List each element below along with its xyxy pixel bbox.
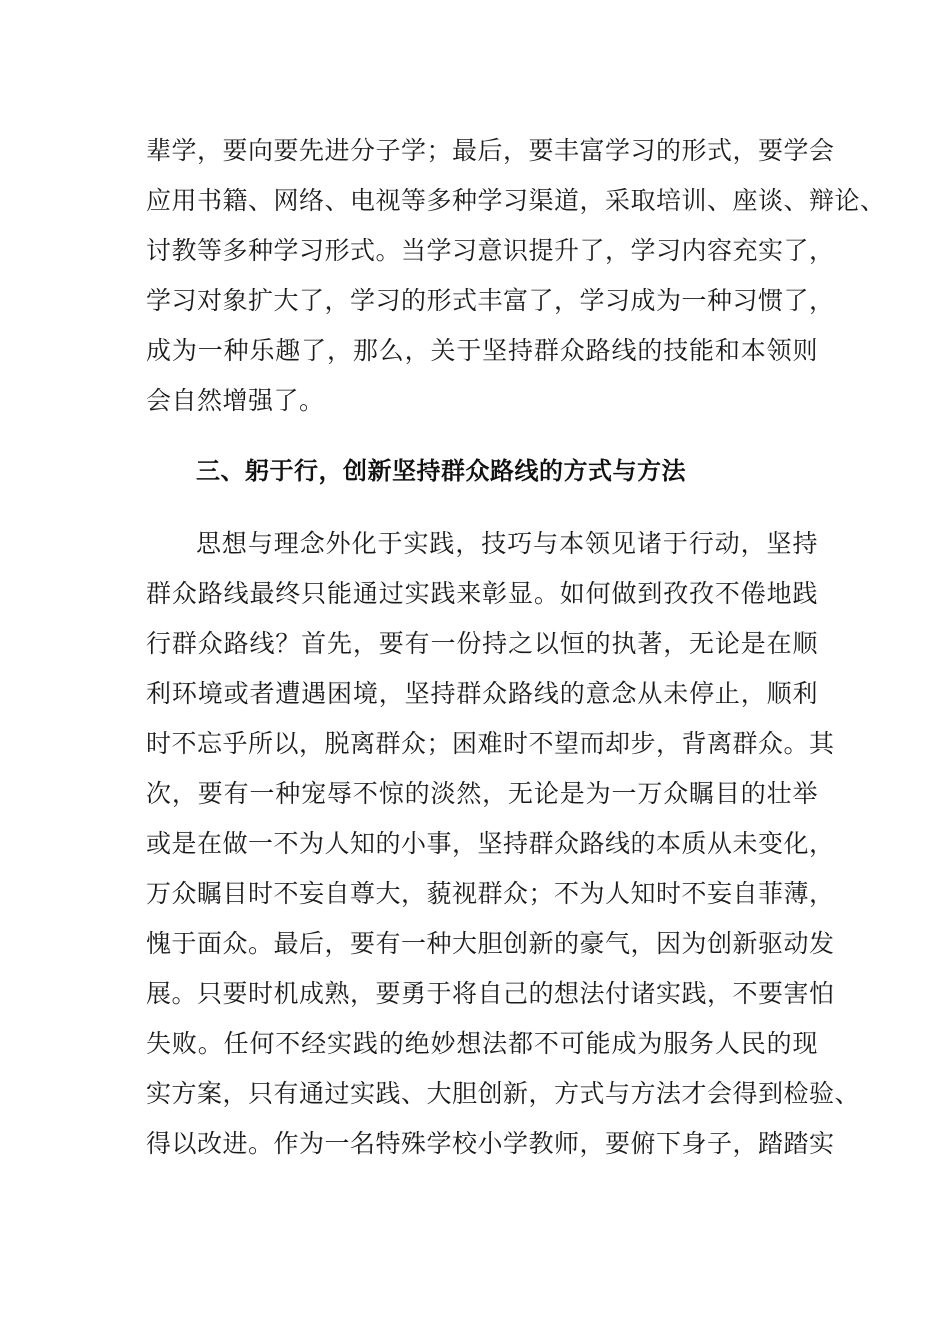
paragraph-2-line-13: 得以改进。作为一名特殊学校小学教师，要俯下身子，踏踏实 xyxy=(146,1129,835,1158)
paragraph-2-line-2: 群众路线最终只能通过实践来彰显。如何做到孜孜不倦地践 xyxy=(146,579,818,608)
paragraph-2-line-6: 次，要有一种宠辱不惊的淡然，无论是为一万众瞩目的壮举 xyxy=(146,779,818,808)
paragraph-1-line-2: 应用书籍、网络、电视等多种学习渠道，采取培训、座谈、辩论、 xyxy=(146,186,886,215)
paragraph-1-line-3: 讨教等多种学习形式。当学习意识提升了，学习内容充实了， xyxy=(146,236,835,265)
paragraph-2-line-12: 实方案，只有通过实践、大胆创新，方式与方法才会得到检验、 xyxy=(146,1079,861,1108)
paragraph-2-line-8: 万众瞩目时不妄自尊大，藐视群众；不为人知时不妄自菲薄， xyxy=(146,879,835,908)
paragraph-2-line-9: 愧于面众。最后，要有一种大胆创新的豪气，因为创新驱动发 xyxy=(146,929,835,958)
paragraph-2-line-7: 或是在做一不为人知的小事，坚持群众路线的本质从未变化， xyxy=(146,829,835,858)
paragraph-1-line-5: 成为一种乐趣了，那么，关于坚持群众路线的技能和本领则 xyxy=(146,336,818,365)
section-heading: 三、躬于行，创新坚持群众路线的方式与方法 xyxy=(196,457,686,485)
paragraph-2-line-1: 思想与理念外化于实践，技巧与本领见诸于行动，坚持 xyxy=(196,529,818,558)
paragraph-1-line-4: 学习对象扩大了，学习的形式丰富了，学习成为一种习惯了， xyxy=(146,286,835,315)
paragraph-1-line-6: 会自然增强了。 xyxy=(146,386,325,415)
paragraph-2-line-11: 失败。任何不经实践的绝妙想法都不可能成为服务人民的现 xyxy=(146,1029,818,1058)
paragraph-1-line-1: 辈学，要向要先进分子学；最后，要丰富学习的形式，要学会 xyxy=(146,136,835,165)
paragraph-2-line-4: 利环境或者遭遇困境，坚持群众路线的意念从未停止，顺利 xyxy=(146,679,818,708)
paragraph-2-line-3: 行群众路线？首先，要有一份持之以恒的执著，无论是在顺 xyxy=(146,629,818,658)
paragraph-2-line-10: 展。只要时机成熟，要勇于将自己的想法付诸实践，不要害怕 xyxy=(146,979,835,1008)
paragraph-2-line-5: 时不忘乎所以，脱离群众；困难时不望而却步，背离群众。其 xyxy=(146,729,835,758)
